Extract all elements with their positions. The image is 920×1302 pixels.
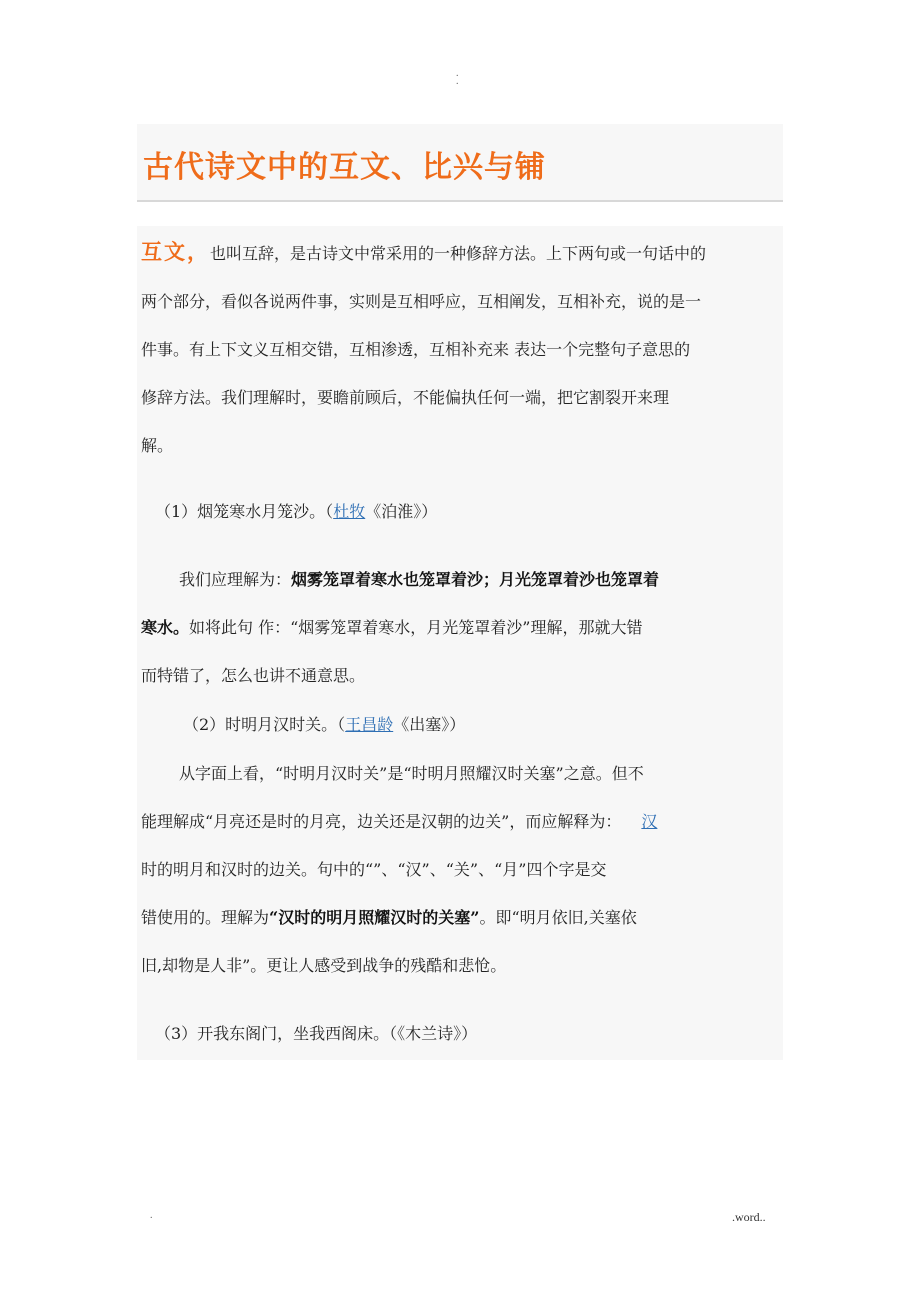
footer-dot: . — [150, 1210, 153, 1221]
title-banner — [137, 124, 783, 202]
example-1-heading — [155, 488, 795, 536]
ex1-line-2: 如将此句 作：“烟雾笼罩着寒水，月光笼罩着沙”理解，那就大错 — [189, 618, 643, 637]
example-1-text: （1）烟笼寒水月笼沙。（ — [155, 502, 334, 521]
example-1-source: 《泊淮》） — [365, 502, 438, 521]
intro-line-1: 也叫互辞，是古诗文中常采用的一种修辞方法。上下两句或一句话中的 — [210, 244, 707, 263]
term-lead: 互文， — [141, 239, 210, 264]
example-3-heading — [155, 1010, 795, 1058]
ex2-line-4-end: 。即“明月依旧,关塞依 — [479, 908, 637, 927]
ex1-bold-2: 寒水。 — [141, 618, 190, 637]
author-link-wang-changling[interactable]: 王昌龄 — [345, 715, 394, 734]
example-2-text: （2）时明月汉时关。（ — [183, 715, 346, 734]
header-dots: . . — [456, 68, 459, 87]
intro-line-3: 件事。有上下文义互相交错，互相渗透，互相补充来 表达一个完整句子意思的 — [141, 340, 691, 359]
intro-line-5: 解。 — [141, 436, 174, 455]
ex1-line-3: 而特错了，怎么也讲不通意思。 — [141, 666, 366, 685]
intro-paragraph — [141, 228, 781, 470]
ex1-bold-1: 烟雾笼罩着寒水也笼罩着沙；月光笼罩着沙也笼罩着 — [291, 570, 660, 589]
example-1-explanation — [141, 556, 781, 700]
intro-line-4: 修辞方法。我们理解时，要瞻前顾后，不能偏执任何一端，把它割裂开来理 — [141, 388, 670, 407]
ex2-line-3: 时的明月和汉时的边关。句中的“”、“汉”、“关”、“月”四个字是交 — [141, 860, 607, 879]
han-link[interactable]: 汉 — [641, 812, 658, 831]
author-link-du-mu[interactable]: 杜牧 — [333, 502, 366, 521]
example-2-heading — [183, 701, 823, 749]
ex2-line-1: 从字面上看，“时明月汉时关”是“时明月照耀汉时关塞”之意。但不 — [179, 764, 644, 783]
ex2-line-4: 错使用的。理解为 — [141, 908, 270, 927]
article-body — [137, 226, 783, 1060]
ex2-bold: “汉时的明月照耀汉时的关塞” — [269, 908, 480, 927]
example-3-text: （3）开我东阁门，坐我西阁床。（《木兰诗》） — [155, 1024, 478, 1043]
page-title: 古代诗文中的互文、比兴与铺 — [143, 150, 546, 185]
example-2-source: 《出塞》） — [393, 715, 466, 734]
ex2-line-5: 旧,却物是人非”。更让人感受到战争的残酷和悲怆。 — [141, 956, 507, 975]
intro-line-2: 两个部分，看似各说两件事，实则是互相呼应，互相阐发，互相补充，说的是一 — [141, 292, 702, 311]
example-2-explanation — [141, 750, 781, 990]
ex2-line-2: 能理解成“月亮还是时的月亮，边关还是汉朝的边关”，而应解释为： — [141, 812, 622, 831]
footer-word: .word.. — [732, 1210, 766, 1224]
ex1-intro: 我们应理解为： — [179, 570, 292, 589]
